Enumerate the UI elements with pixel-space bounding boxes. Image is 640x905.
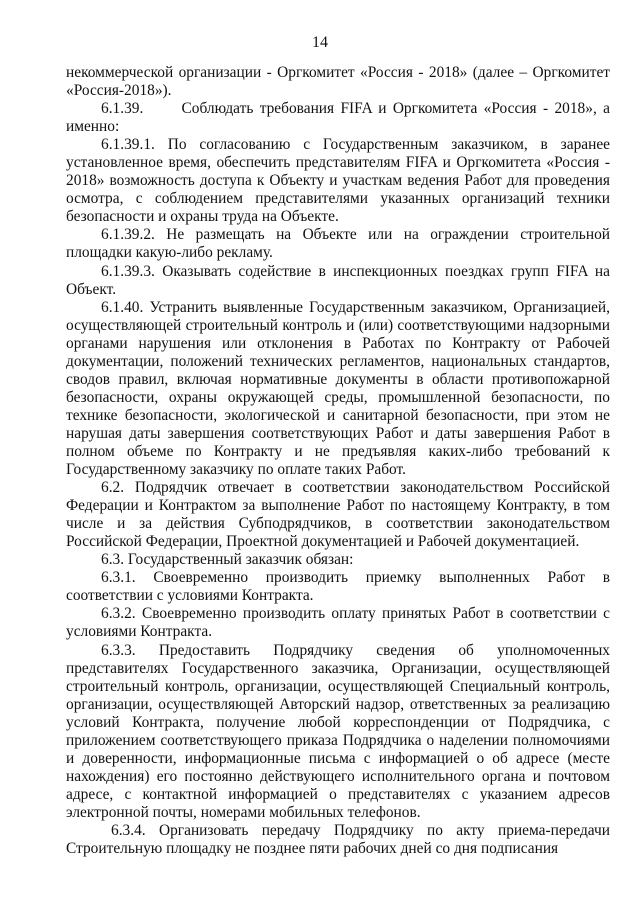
paragraph: некоммерческой организации - Оргкомитет «Россия - 2018» (далее – Оргкомитет «Россия-2018»). [66,64,610,100]
paragraph: 6.3.1. Своевременно производить приемку выполненных Работ в соответствии с условиями Контракта. [66,569,610,605]
paragraph: 6.3.3. Предоставить Подрядчику сведения об уполномоченных представителях Государственного заказчика, Организации, осуществляющей строительный контроль, организации, осуществляющей Специальный контроль, организации, осуществляющей Авторский надзор, ответственных за реализацию условий Контракта, получение любой корреспонденции от Подрядчика, с приложением соответствующего приказа Подрядчика о наделении полномочиями и доверенности, информационные письма с информацией о об адресе (месте нахождения) его постоянно действующего исполнительного органа и почтовом адресе, с контактной информацией о представителях с указанием адресов электронной почты, номерами мобильных телефонов. [66,641,610,821]
document-body [66,64,614,858]
page-number: 14 [312,34,328,51]
paragraph: 6.3.2. Своевременно производить оплату принятых Работ в соответствии с условиями Контракта. [66,605,610,641]
paragraph: 6.1.40. Устранить выявленные Государственным заказчиком, Организацией, осуществляющей строительный контроль и (или) соответствующими надзорными органами нарушения или отклонения в Работах по Контракту от Рабочей документации, положений технических регламентов, национальных стандартов, сводов правил, включая нормативные документы в области противопожарной безопасности, охраны окружающей среды, промышленной безопасности, по технике безопасности, экологической и санитарной безопасности, при этом не нарушая даты завершения соответствующих Работ и даты завершения Работ в полном объеме по Контракту и не предъявляя каких-либо требований к Государственному заказчику по оплате таких Работ. [66,298,610,479]
paragraph: 6.3.4. Организовать передачу Подрядчику по акту приема-передачи Строительную площадку не позднее пяти рабочих дней со дня подписания [66,821,610,858]
paragraph: 6.2. Подрядчик отвечает в соответствии законодательством Российской Федерации и Контрактом за выполнение Работ по настоящему Контракту, в том числе и за действия Субподрядчиков, в соответствии законодательством Российской Федерации, Проектной документацией и Рабочей документацией. [66,479,610,551]
paragraph: 6.1.39.3. Оказывать содействие в инспекционных поездках групп FIFA на Объект. [66,262,610,298]
paragraph: 6.1.39. Соблюдать требования FIFA и Оргкомитета «Россия - 2018», а именно: [66,100,614,136]
paragraph: 6.3. Государственный заказчик обязан: [101,551,354,569]
paragraph: 6.1.39.2. Не размещать на Объекте или на ограждении строительной площадки какую-либо рекламу. [66,226,610,262]
paragraph: 6.1.39.1. По согласованию с Государственным заказчиком, в заранее установленное время, обеспечить представителям FIFA и Оргкомитета «Россия - 2018» возможность доступа к Объекту и участкам ведения Работ для проведения осмотра, с соблюдением представителями указанных организаций техники безопасности и охраны труда на Объекте. [66,136,610,226]
